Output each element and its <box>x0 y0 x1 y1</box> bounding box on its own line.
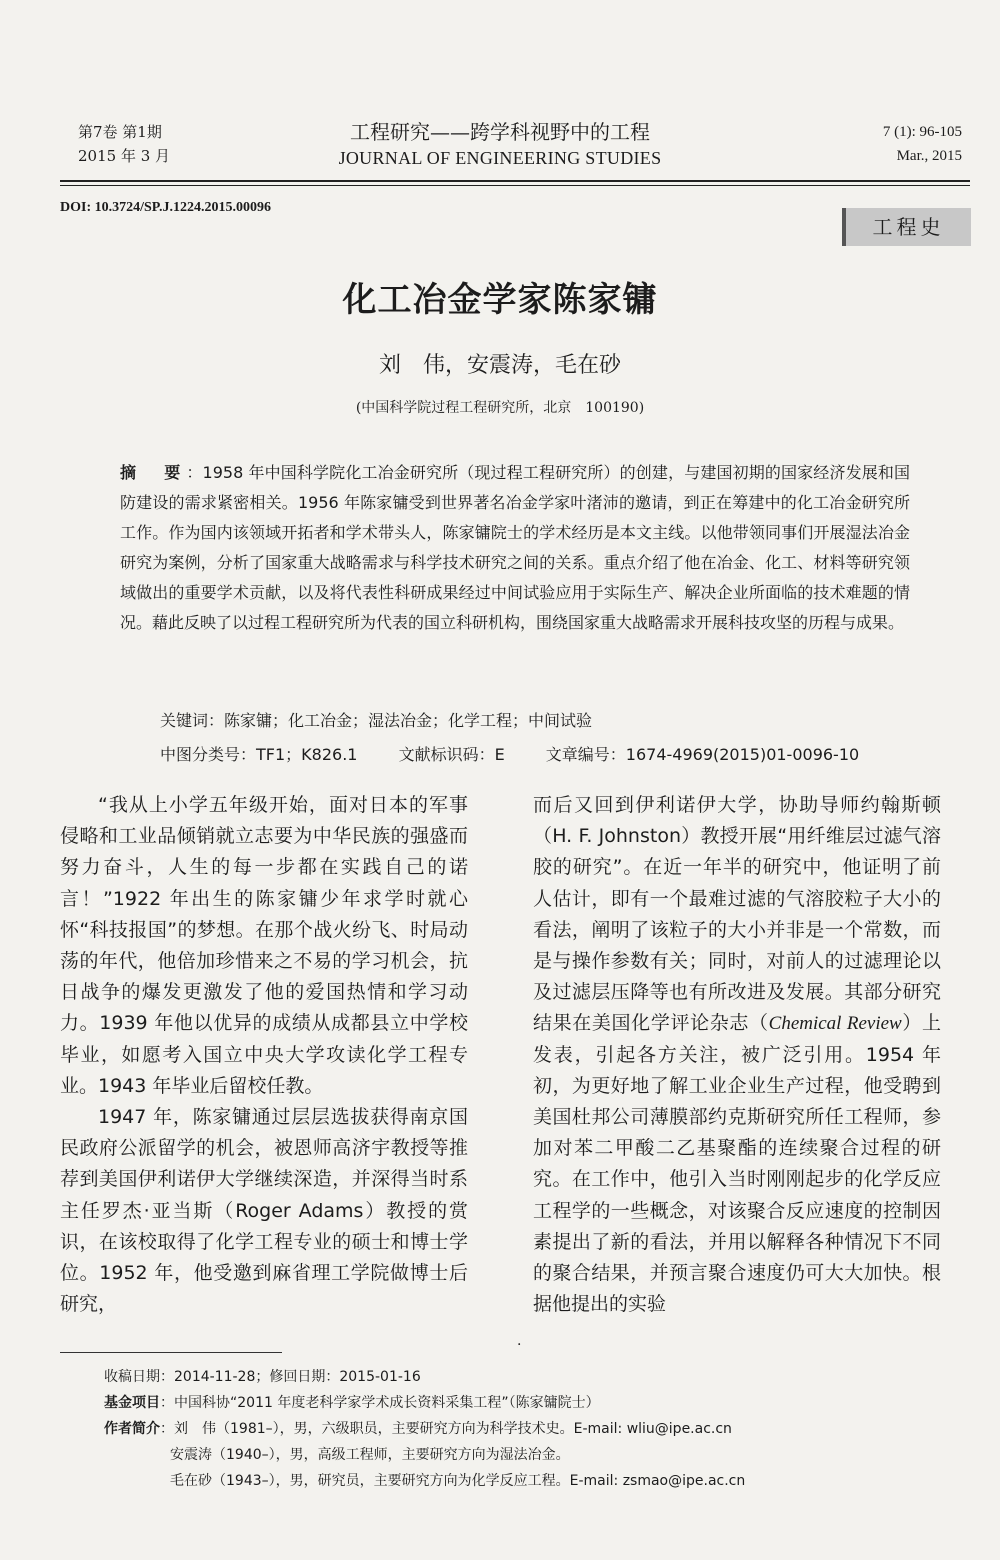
journal-name: Chemical Review <box>768 1013 902 1035</box>
author-bio-label: 作者简介 <box>104 1421 160 1437</box>
classification-line <box>160 742 893 765</box>
fund-label: 基金项目 <box>104 1395 160 1411</box>
header-rule-thick <box>60 180 970 182</box>
body-text: ）上发表，引起各方关注，被广泛引用。1954 年初，为更好地了解工业企业生产过程，他受聘到美国杜邦公司薄膜部约克斯研究所任工程师，参加对苯二甲酸二乙基聚酯的连续聚合过程的研究。在工作中，他引入当时刚刚起步的化学反应工程学的一些概念，对该聚合反应速度的控制因素提出了新的看法，并用以解释各种情况下不同的聚合结果，并预言聚合速度仍可大大加快。根据他提出的实验 <box>533 1012 941 1316</box>
page-range: 7 (1): 96-105 <box>882 124 962 140</box>
journal-title-en: JOURNAL OF ENGINEERING STUDIES <box>338 148 662 168</box>
author-affiliation: (中国科学院过程工程研究所，北京 100190) <box>355 400 645 416</box>
abstract <box>120 458 910 638</box>
journal-title-cn: 工程研究——跨学科视野中的工程 <box>350 120 650 144</box>
header-rule-thin <box>60 185 970 186</box>
volume-info <box>78 120 170 168</box>
volume-issue: 第7卷 第1期 <box>78 123 162 141</box>
page-info <box>883 120 962 168</box>
abstract-label: 摘 要 <box>120 463 187 482</box>
footnotes <box>104 1364 964 1494</box>
fund-info <box>104 1390 964 1416</box>
received-date: 收稿日期：2014-11-28；修回日期：2015-01-16 <box>104 1369 421 1385</box>
author-bio-1: ：刘 伟（1981–），男，六级职员，主要研究方向为科学技术史。E-mail: wliu@ipe.ac.cn <box>160 1421 732 1437</box>
author-bio-2: 安震涛（1940–），男，高级工程师，主要研究方向为湿法冶金。 <box>170 1447 570 1463</box>
footnote-rule <box>60 1352 282 1353</box>
page-dot: · <box>517 1337 522 1353</box>
document-code: 文献标识码：E <box>398 745 505 764</box>
doi: DOI: 10.3724/SP.J.1224.2015.00096 <box>60 200 272 215</box>
article-number: 文章编号：1674-4969(2015)01-0096-10 <box>545 745 860 764</box>
body-text: 而后又回到伊利诺伊大学，协助导师约翰斯顿（H. F. Johnston）教授开展“用纤维层过滤气溶胶的研究”。在近一年半的研究中，他证明了前人估计，即有一个最难过滤的气溶胶粒子大小的看法，阐明了该粒子的大小并非是一个常数，而是与操作参数有关；同时，对前人的过滤理论以及过滤层压降等也有所改进及发展。其部分研究结果在美国化学评论杂志（ <box>533 794 941 1035</box>
body-paragraph <box>533 790 941 1320</box>
body-paragraph: 1947 年，陈家镛通过层层选拔获得南京国民政府公派留学的机会，被恩师高济宇教授等推荐到美国伊利诺伊大学继续深造，并深得当时系主任罗杰·亚当斯（Roger Adams）教授的赏识，在该校取得了化学工程专业的硕士和博士学位。1952 年，他受邀到麻省理工学院做博士后研究， <box>60 1106 468 1316</box>
author-bio-3: 毛在砂（1943–），男，研究员，主要研究方向为化学反应工程。E-mail: zsmao@ipe.ac.cn <box>170 1473 746 1489</box>
author-bio <box>104 1416 964 1442</box>
abstract-text: ：1958 年中国科学院化工冶金研究所（现过程工程研究所）的创建，与建国初期的国家经济发展和国防建设的需求紧密相关。1956 年陈家镛受到世界著名冶金学家叶渚沛的邀请，到正在筹建中的化工冶金研究所工作。作为国内该领域开拓者和学术带头人，陈家镛院士的学术经历是本文主线。以他带领同事们开展湿法冶金研究为案例，分析了国家重大战略需求与科学技术研究之间的关系。重点介绍了他在冶金、化工、材料等研究领域做出的重要学术贡献，以及将代表性科研成果经过中间试验应用于实际生产、解决企业所面临的技术难题的情况。藉此反映了以过程工程研究所为代表的国立科研机构，围绕国家重大战略需求开展科技攻坚的历程与成果。 <box>120 463 910 632</box>
fund-text: ：中国科协“2011 年度老科学家学术成长资料采集工程”（陈家镛院士） <box>160 1395 600 1411</box>
issue-date: 2015 年 3 月 <box>78 147 171 165</box>
keywords: 关键词：陈家镛；化工冶金；湿法冶金；化学工程；中间试验 <box>160 711 593 730</box>
body-column-left <box>60 790 468 1320</box>
article-authors: 刘 伟，安震涛，毛在砂 <box>378 353 621 378</box>
article-title: 化工冶金学家陈家镛 <box>342 280 658 320</box>
clc-number: 中图分类号：TF1；K826.1 <box>160 745 358 764</box>
body-paragraph: “我从上小学五年级开始，面对日本的军事侵略和工业品倾销就立志要为中华民族的强盛而努力奋斗，人生的每一步都在实践自己的诺言！”1922 年出生的陈家镛少年求学时就心怀“科技报国”的梦想。在那个战火纷飞、时局动荡的年代，他倍加珍惜来之不易的学习机会，抗日战争的爆发更激发了他的爱国热情和学习动力。1939 年他以优异的成绩从成都县立中学校毕业，如愿考入国立中央大学攻读化学工程专业。1943 年毕业后留校任教。 <box>60 794 468 1097</box>
section-tag: 工程史 <box>842 208 971 246</box>
journal-title <box>300 118 700 170</box>
issue-date-en: Mar., 2015 <box>896 148 962 164</box>
body-column-right <box>533 790 941 1320</box>
